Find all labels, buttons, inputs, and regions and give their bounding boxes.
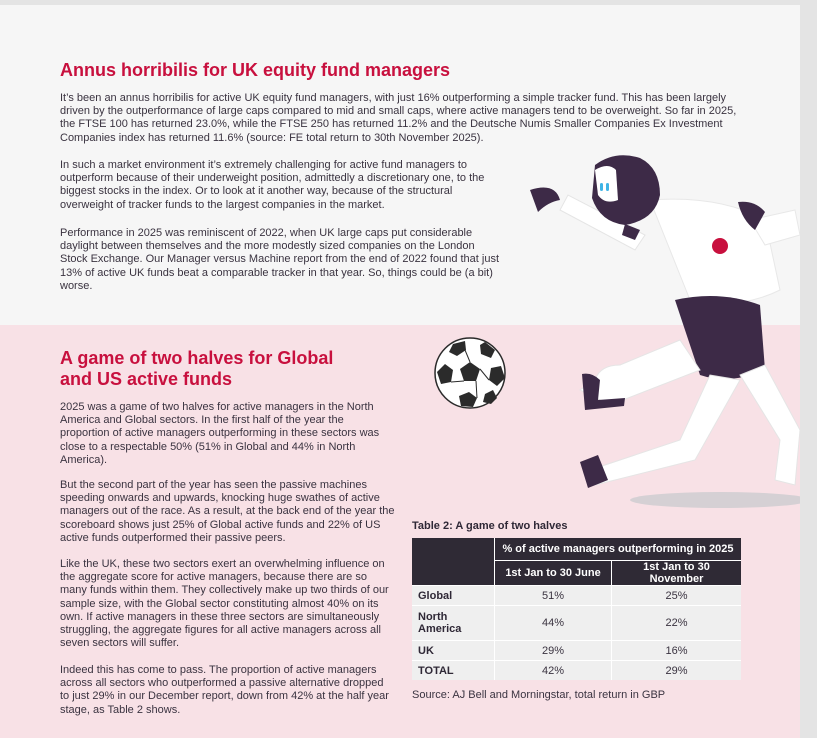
table-row <box>412 606 741 641</box>
document-page <box>0 5 800 738</box>
row-name: Global <box>412 586 495 606</box>
row-name: UK <box>412 641 495 661</box>
section2-title <box>60 348 333 390</box>
section2-para2: But the second part of the year has seen the passive machines speeding onwards and upwards, knocking huge swathes of active managers out of the race. As a result, at the back end of the year the scoreboard shows just 25% of Global active funds and 22% of US active funds outperformed their passive peers. <box>60 479 395 544</box>
table-row <box>412 641 741 661</box>
table-row <box>412 661 741 681</box>
section1-title: Annus horribilis for UK equity fund managers <box>60 60 451 80</box>
row-h2-value: 22% <box>612 606 742 641</box>
row-h1-value: 29% <box>495 641 612 661</box>
section2-title-line2: and US active funds <box>60 369 233 389</box>
row-h1-value: 44% <box>495 606 612 641</box>
table-corner-2 <box>412 561 495 586</box>
robot-illustration <box>420 140 800 520</box>
section2-para1: 2025 was a game of two halves for active managers in the North America and Global sectors. In the first half of the year the proportion of active managers outperforming in these sectors was close to a respectable 50% (51% in Global and 44% in North America). <box>60 401 380 466</box>
football-icon <box>433 336 507 410</box>
table-corner <box>412 538 495 561</box>
table-row <box>412 586 741 606</box>
outperformance-table <box>412 538 741 680</box>
table-source: Source: AJ Bell and Morningstar, total return in GBP <box>412 689 666 701</box>
section1-para1: It’s been an annus horribilis for active UK equity fund managers, with just 16% outperforming a simple tracker fund. This has been largely driven by the outperformance of large caps compared to mid and small caps, where active managers tend to be overweight. So far in 2025, the FTSE 100 has returned 23.0%, while the FTSE 250 has returned 11.2% and the Deutsche Numis Smaller Companies Ex Investment Companies index has returned 11.6% (source: FE total return to 30th November 2025). <box>60 92 737 144</box>
section1-para2: In such a market environment it’s extremely challenging for active fund managers to outperform because of their underweight position, admittedly a discretionary one, to the biggest stocks in the index. Or to look at it another way, because of the structural overweight of tracker funds to the largest companies in the market. <box>60 159 485 211</box>
section2-para4: Indeed this has come to pass. The proportion of active managers across all sectors who outperformed a passive alternative dropped to just 29% in our December report, down from 42% at the half year stage, as Table 2 shows. <box>60 664 389 716</box>
section2-para3: Like the UK, these two sectors exert an overwhelming influence on the aggregate score for active managers, because there are so many funds within them. They collectively make up two thirds of our sample size, with the Global sector constituting almost 40% on its own. If active managers in these three sectors are simultaneously struggling, the aggregate figures for all active managers across all seven sectors will suffer. <box>60 558 389 650</box>
row-h2-value: 29% <box>612 661 742 681</box>
table-col2-header: 1st Jan to 30 November <box>612 561 742 586</box>
robot-badge <box>712 238 728 254</box>
row-name: North America <box>412 606 495 641</box>
section2-title-line1: A game of two halves for Global <box>60 348 334 368</box>
row-h2-value: 25% <box>612 586 742 606</box>
robot-left-hand <box>530 188 560 212</box>
table-col1-header: 1st Jan to 30 June <box>495 561 612 586</box>
row-h2-value: 16% <box>612 641 742 661</box>
table-title: Table 2: A game of two halves <box>412 520 568 532</box>
row-name: TOTAL <box>412 661 495 681</box>
row-h1-value: 42% <box>495 661 612 681</box>
row-h1-value: 51% <box>495 586 612 606</box>
table-header-main: % of active managers outperforming in 2025 <box>495 538 742 561</box>
section1-para3: Performance in 2025 was reminiscent of 2022, when UK large caps put considerable daylight between themselves and the more modestly sized companies on the London Stock Exchange. Our Manager versus Machine report from the end of 2022 found that just 13% of active UK funds beat a comparable tracker in that year. So, things could be (a bit) worse. <box>60 227 500 292</box>
ground-shadow <box>630 492 800 508</box>
